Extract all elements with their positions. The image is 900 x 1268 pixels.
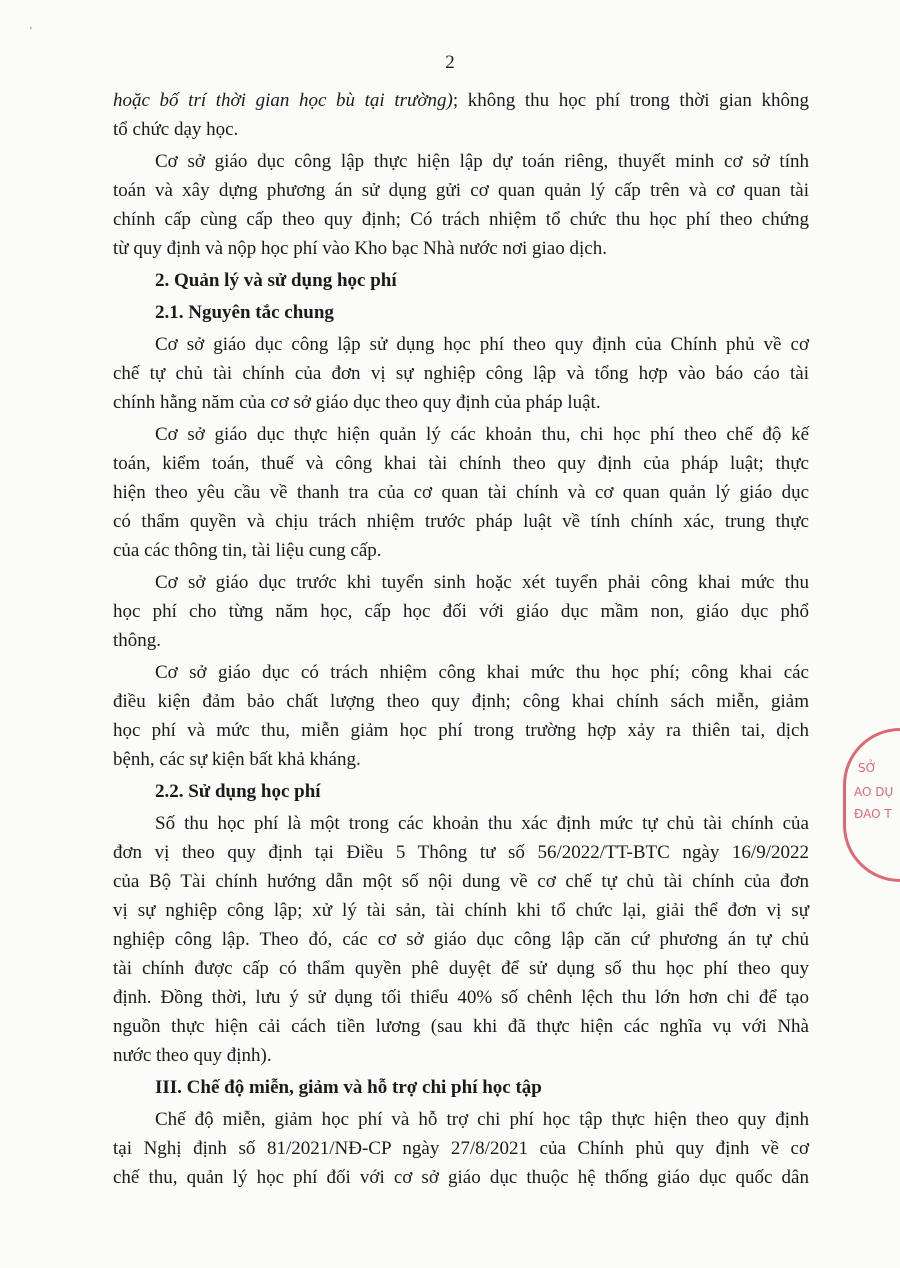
text-line bbox=[113, 716, 809, 745]
text-line bbox=[113, 626, 809, 655]
paragraph bbox=[113, 147, 809, 263]
text-line bbox=[113, 507, 809, 536]
line-text: nguồn thực hiện cải cách tiền lương (sau khi đã thực hiện các nghĩa vụ với Nhà bbox=[113, 1016, 809, 1037]
text-line bbox=[113, 449, 809, 478]
text-line bbox=[113, 388, 809, 417]
line-text: chính cấp cùng cấp theo quy định; Có trách nhiệm tổ chức thu học phí theo chứng bbox=[113, 209, 809, 230]
section-heading: 2. Quản lý và sử dụng học phí bbox=[155, 270, 397, 291]
line-text: có thẩm quyền và chịu trách nhiệm trước pháp luật về tính chính xác, trung thực bbox=[113, 511, 809, 532]
stamp-text: SỞ bbox=[858, 761, 877, 775]
paragraph bbox=[113, 86, 809, 144]
text-line bbox=[113, 896, 809, 925]
text-line bbox=[113, 536, 809, 565]
paragraph bbox=[113, 1105, 809, 1192]
line-text: bệnh, các sự kiện bất khả kháng. bbox=[113, 749, 361, 770]
paragraph bbox=[113, 658, 809, 774]
paragraph bbox=[113, 568, 809, 655]
italic-text: hoặc bố trí thời gian học bù tại trường) bbox=[113, 90, 453, 111]
page-number: 2 bbox=[445, 52, 455, 73]
paragraph bbox=[113, 420, 809, 565]
section-heading: 2.2. Sử dụng học phí bbox=[155, 781, 321, 802]
line-text: của Bộ Tài chính hướng dẫn một số nội dung về cơ chế tự chủ tài chính của đơn bbox=[113, 871, 809, 892]
line-text: ; không thu học phí trong thời gian không bbox=[452, 90, 809, 111]
text-line bbox=[113, 983, 809, 1012]
section-heading: 2.1. Nguyên tắc chung bbox=[155, 302, 334, 323]
line-text: toán, kiểm toán, thuế và công khai tài chính theo quy định của pháp luật; thực bbox=[113, 453, 809, 474]
line-text: tổ chức dạy học. bbox=[113, 119, 239, 140]
text-line bbox=[113, 1105, 809, 1134]
line-text: Cơ sở giáo dục có trách nhiệm công khai mức thu học phí; công khai các bbox=[155, 662, 809, 683]
text-line bbox=[113, 115, 809, 144]
text-line bbox=[113, 359, 809, 388]
line-text: chính hằng năm của cơ sở giáo dục theo quy định của pháp luật. bbox=[113, 392, 601, 413]
text-line bbox=[113, 925, 809, 954]
paragraph bbox=[113, 330, 809, 417]
stamp-text: ĐAO T bbox=[854, 807, 892, 821]
line-text: toán và xây dựng phương án sử dụng gửi cơ quan quản lý cấp trên và cơ quan tài bbox=[113, 180, 809, 201]
text-line bbox=[113, 954, 809, 983]
text-line bbox=[113, 478, 809, 507]
text-line bbox=[113, 658, 809, 687]
text-line bbox=[113, 1012, 809, 1041]
line-text: Cơ sở giáo dục trước khi tuyển sinh hoặc xét tuyển phải công khai mức thu bbox=[155, 572, 809, 593]
line-text: Cơ sở giáo dục thực hiện quản lý các khoản thu, chi học phí theo chế độ kế bbox=[155, 424, 809, 445]
text-line bbox=[113, 1134, 809, 1163]
text-line bbox=[113, 176, 809, 205]
text-line bbox=[113, 809, 809, 838]
line-text: hiện theo yêu cầu về thanh tra của cơ quan tài chính và cơ quan quản lý giáo dục bbox=[113, 482, 809, 503]
line-text: Cơ sở giáo dục công lập sử dụng học phí theo quy định của Chính phủ về cơ bbox=[155, 334, 809, 355]
section-heading: III. Chế độ miễn, giảm và hỗ trợ chi phí học tập bbox=[155, 1077, 542, 1098]
line-text: nghiệp công lập. Theo đó, các cơ sở giáo dục công lập căn cứ phương án tự chủ bbox=[113, 929, 809, 950]
text-line bbox=[113, 420, 809, 449]
text-line bbox=[113, 1041, 809, 1070]
line-text: định. Đồng thời, lưu ý sử dụng tối thiểu 40% số chênh lệch thu lớn hơn chi để tạo bbox=[113, 987, 809, 1008]
text-line bbox=[113, 330, 809, 359]
line-text: tại Nghị định số 81/2021/NĐ-CP ngày 27/8/2021 của Chính phủ quy định về cơ bbox=[113, 1138, 809, 1159]
line-text: từ quy định và nộp học phí vào Kho bạc Nhà nước nơi giao dịch. bbox=[113, 238, 607, 259]
text-line bbox=[113, 838, 809, 867]
line-text: Cơ sở giáo dục công lập thực hiện lập dự toán riêng, thuyết minh cơ sở tính bbox=[155, 151, 809, 172]
scan-mark: ' bbox=[30, 26, 32, 37]
text-line bbox=[113, 234, 809, 263]
text-line bbox=[113, 205, 809, 234]
document-body bbox=[113, 86, 809, 1195]
text-line bbox=[113, 568, 809, 597]
paragraph bbox=[113, 809, 809, 1070]
line-text: chế thu, quản lý học phí đối với cơ sở giáo dục thuộc hệ thống giáo dục quốc dân bbox=[113, 1167, 809, 1188]
line-text: học phí cho từng năm học, cấp học đối với giáo dục mầm non, giáo dục phổ bbox=[113, 601, 809, 622]
line-text: tài chính được cấp có thẩm quyền phê duyệt để sử dụng số thu học phí theo quy bbox=[113, 958, 809, 979]
line-text: đơn vị theo quy định tại Điều 5 Thông tư số 56/2022/TT-BTC ngày 16/9/2022 bbox=[113, 842, 809, 863]
text-line bbox=[113, 867, 809, 896]
line-text: nước theo quy định). bbox=[113, 1045, 272, 1066]
line-text: vị sự nghiệp công lập; xử lý tài sản, tài chính khi tổ chức lại, giải thể đơn vị sự bbox=[113, 900, 809, 921]
line-text: học phí và mức thu, miễn giảm học phí trong trường hợp xảy ra thiên tai, dịch bbox=[113, 720, 809, 741]
line-text: của các thông tin, tài liệu cung cấp. bbox=[113, 540, 382, 561]
line-text: chế tự chủ tài chính của đơn vị sự nghiệp công lập và tổng hợp vào báo cáo tài bbox=[113, 363, 809, 384]
text-line bbox=[113, 597, 809, 626]
line-text: thông. bbox=[113, 630, 162, 651]
official-stamp bbox=[843, 728, 900, 882]
text-line bbox=[113, 687, 809, 716]
text-line bbox=[113, 86, 809, 115]
stamp-text: AO DỤ bbox=[854, 785, 894, 799]
line-text: Chế độ miễn, giảm học phí và hỗ trợ chi phí học tập thực hiện theo quy định bbox=[155, 1109, 809, 1130]
line-text: Số thu học phí là một trong các khoản thu xác định mức tự chủ tài chính của bbox=[155, 813, 809, 834]
line-text: điều kiện đảm bảo chất lượng theo quy định; công khai chính sách miễn, giảm bbox=[113, 691, 809, 712]
text-line bbox=[113, 1163, 809, 1192]
text-line bbox=[113, 147, 809, 176]
text-line bbox=[113, 745, 809, 774]
